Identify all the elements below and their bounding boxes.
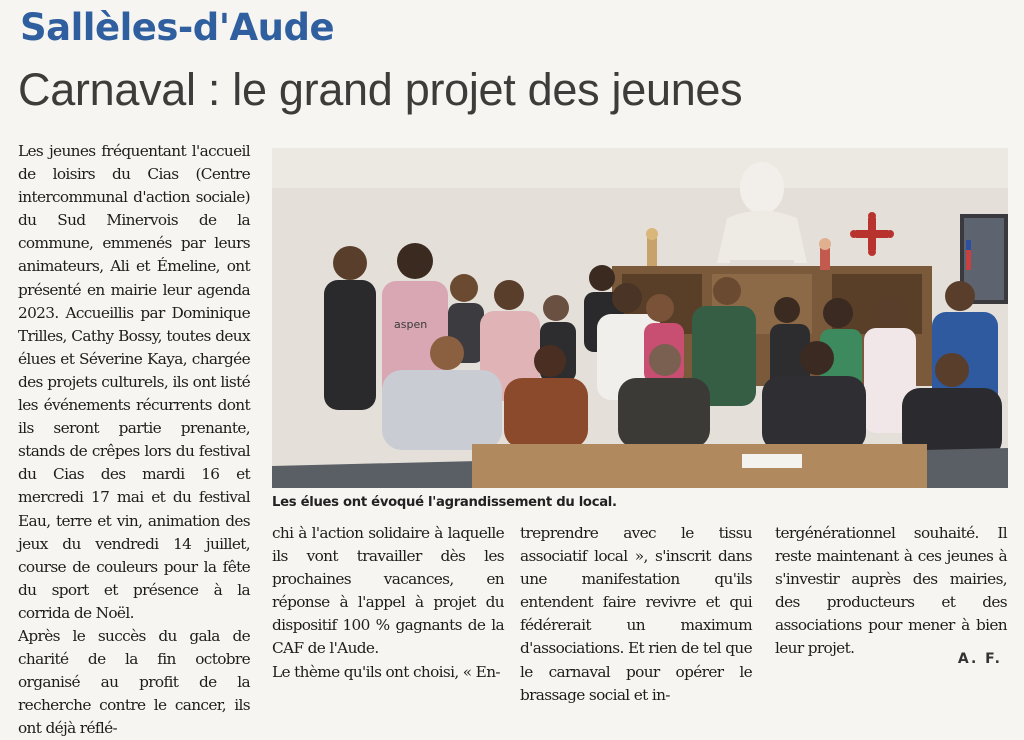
town-kicker: Sallèles-d'Aude [20, 6, 335, 49]
text-column-4 [775, 522, 1007, 661]
paragraph: chi à l'action solidaire à laquelle ils vont travailler dès les prochaines vacances, en réponse à l'appel à projet du dispositif 100 % gagnants de la CAF de l'Aude. [272, 524, 504, 658]
photo-caption: Les élues ont évoqué l'agrandissement du local. [272, 495, 617, 510]
article-headline: Carnaval : le grand projet des jeunes [18, 64, 743, 115]
text-column-2 [272, 522, 504, 684]
sweatshirt-print: aspen [394, 318, 428, 331]
paragraph: Après le succès du gala de charité de la fin octobre organisé au profit de la recherche contre le cancer, ils ont déjà réflé- [18, 626, 250, 738]
author-signature: A. F. [957, 651, 1002, 667]
group-photo [272, 148, 1008, 488]
paragraph: tergénérationnel souhaité. Il reste maintenant à ces jeunes à s'investir auprès des mairies, des producteurs et des associations pour mener à bien leur projet. [775, 524, 1007, 658]
paragraph: treprendre avec le tissu associatif local », s'inscrit dans une manifestation qu'ils entendent faire revivre et qui fédérerait un maximum d'associations. Et rien de tel que le carnaval pour opérer le brassage social et in- [520, 524, 752, 704]
text-column-1 [18, 140, 250, 740]
paragraph: Les jeunes fréquentant l'accueil de loisirs du Cias (Centre intercommunal d'action sociale) du Sud Minervois de la commune, emmenés par leurs animateurs, Ali et Émeline, ont présenté en mairie leur agenda 2023. Accueillis par Dominique Trilles, Cathy Bossy, toutes deux élues et Séverine Kaya, chargée des projets culturels, ils ont listé les événements récurrents dont ils seront partie prenante, stands de crêpes lors du festival du Cias des mardi 16 et mercredi 17 mai et du festival Eau, terre et vin, animation des jeux du vendredi 14 juillet, course de couleurs pour la fête du sport et présence à la corrida de Noël. [18, 142, 250, 622]
paragraph: Le thème qu'ils ont choisi, « En- [272, 662, 500, 681]
text-column-3 [520, 522, 752, 707]
